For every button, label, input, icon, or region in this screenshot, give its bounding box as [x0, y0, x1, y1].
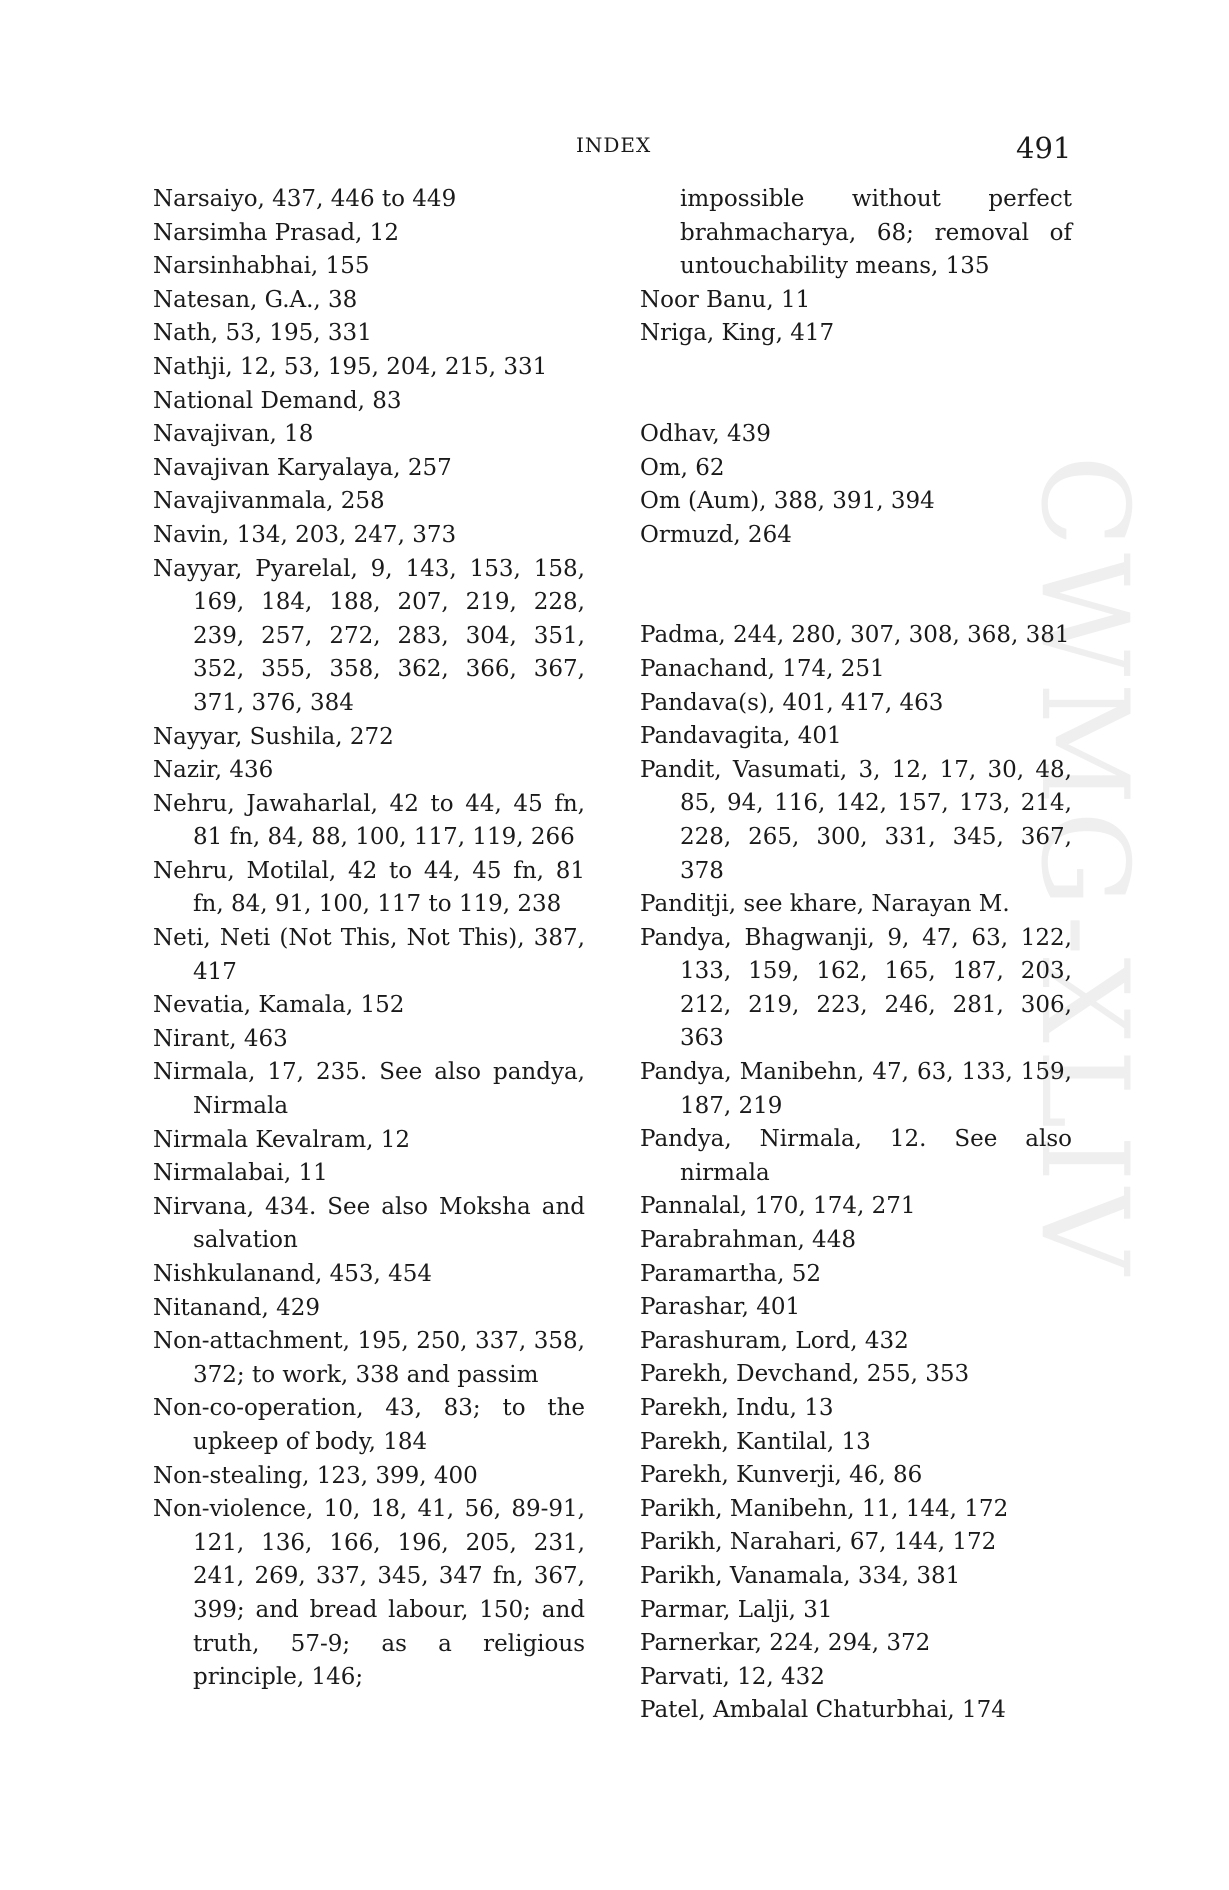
index-entry: Parekh, Indu, 13 — [640, 1395, 834, 1421]
index-entry: Natesan, G.A., 38 — [153, 286, 358, 313]
index-entry: Parnerkar, 224, 294, 372 — [640, 1630, 931, 1657]
index-entry: Narsinhabhai, 155 — [153, 253, 370, 280]
index-entry: Parmar, Lalji, 31 — [640, 1596, 833, 1623]
index-entry: Pandya, Bhagwanji, 9, 47, 63, 122, 133, 159, 162, 165, 187, 203, 212, 219, 223, 246, 281, 306, 363 — [640, 924, 1072, 1052]
watermark: CWMG-XLIV — [1014, 455, 1153, 1281]
index-entry: Parvati, 12, 432 — [640, 1663, 825, 1690]
page-header — [0, 131, 1229, 171]
index-entry: Parekh, Devchand, 255, 353 — [640, 1361, 970, 1388]
index-entry: Paramartha, 52 — [640, 1260, 822, 1287]
index-entry: Parashuram, Lord, 432 — [640, 1327, 909, 1354]
index-entry: Navajivan, 18 — [153, 421, 314, 448]
index-entry: Om (Aum), 388, 391, 394 — [640, 488, 935, 515]
index-entry: Nirmala Kevalram, 12 — [153, 1126, 411, 1153]
index-entry: Nitanand, 429 — [153, 1294, 321, 1321]
index-entry: Non-co-operation, 43, 83; to the upkeep of body, 184 — [153, 1395, 585, 1455]
index-entry: Pandit, Vasumati, 3, 12, 17, 30, 48, 85, 94, 116, 142, 157, 173, 214, 228, 265, 300, 331, 345, 367, 378 — [640, 756, 1072, 884]
letter-section-gap — [640, 552, 1072, 619]
index-entry: Parabrahman, 448 — [640, 1227, 856, 1254]
index-entry: Pandya, Nirmala, 12. See also nirmala — [640, 1126, 1072, 1186]
index-column-left — [153, 183, 585, 1695]
index-entry: Parekh, Kantilal, 13 — [640, 1428, 871, 1455]
index-entry: Nishkulanand, 453, 454 — [153, 1261, 433, 1287]
index-entry: Patel, Ambalal Chaturbhai, 174 — [640, 1697, 1006, 1724]
index-entry: Parekh, Kunverji, 46, 86 — [640, 1462, 923, 1489]
index-entry: Nirant, 463 — [153, 1025, 288, 1052]
index-entry: Nehru, Jawaharlal, 42 to 44, 45 fn, 81 fn, 84, 88, 100, 117, 119, 266 — [153, 790, 585, 851]
index-entry: Nayyar, Sushila, 272 — [153, 723, 394, 750]
index-entry: Parikh, Narahari, 67, 144, 172 — [640, 1529, 997, 1556]
index-entry: Odhav, 439 — [640, 420, 771, 447]
index-entry: Nevatia, Kamala, 152 — [153, 992, 405, 1019]
index-entry: Navajivanmala, 258 — [153, 488, 385, 515]
index-entry: Nirvana, 434. See also Moksha and salvation — [153, 1193, 585, 1254]
index-entry: Pandava(s), 401, 417, 463 — [640, 689, 944, 716]
index-entry: Narsaiyo, 437, 446 to 449 — [153, 186, 457, 212]
index-entry: Padma, 244, 280, 307, 308, 368, 381 — [640, 622, 1070, 649]
index-entry: Nath, 53, 195, 331 — [153, 320, 372, 347]
index-entry: Parashar, 401 — [640, 1294, 801, 1321]
index-entry: Non-violence, 10, 18, 41, 56, 89-91, 121, 136, 166, 196, 205, 231, 241, 269, 337, 345, 347 fn, 367, 399; and bread labour, 150; and truth, 57-9; as a religious principle, 146; — [153, 1496, 585, 1691]
index-entry: Narsimha Prasad, 12 — [153, 219, 399, 246]
index-entry: Noor Banu, 11 — [640, 286, 811, 313]
index-entry: impossible without perfect brahmacharya, 68; removal of untouchability means, 135 — [680, 186, 1072, 280]
index-entry: National Demand, 83 — [153, 387, 402, 414]
index-entry: Om, 62 — [640, 454, 725, 481]
index-entry: Nirmalabai, 11 — [153, 1160, 328, 1187]
index-entry: Nazir, 436 — [153, 757, 274, 784]
index-entry: Navajivan Karyalaya, 257 — [153, 454, 452, 481]
index-entry: Pandavagita, 401 — [640, 723, 842, 750]
index-entry: Ormuzd, 264 — [640, 521, 792, 548]
index-entry: Nehru, Motilal, 42 to 44, 45 fn, 81 fn, 84, 91, 100, 117 to 119, 238 — [153, 857, 585, 918]
index-entry: Panachand, 174, 251 — [640, 655, 885, 682]
index-entry: Nriga, King, 417 — [640, 320, 835, 347]
running-title: INDEX — [576, 133, 652, 157]
index-column-right — [640, 183, 1072, 1728]
index-entry: Parikh, Vanamala, 334, 381 — [640, 1562, 961, 1589]
index-entry: Nirmala, 17, 235. See also pandya, Nirmala — [153, 1059, 585, 1120]
index-entry: Navin, 134, 203, 247, 373 — [153, 521, 457, 548]
index-entry: Neti, Neti (Not This, Not This), 387, 417 — [153, 925, 585, 985]
index-entry: Non-stealing, 123, 399, 400 — [153, 1462, 478, 1489]
index-entry: Pandya, Manibehn, 47, 63, 133, 159, 187, 219 — [640, 1059, 1072, 1119]
index-entry: Nayyar, Pyarelal, 9, 143, 153, 158, 169, 184, 188, 207, 219, 228, 239, 257, 272, 283, 304, 351, 352, 355, 358, 362, 366, 367, 371, 376, 384 — [153, 555, 585, 716]
index-entry: Panditji, see khare, Narayan M. — [640, 891, 1010, 918]
index-entry: Pannalal, 170, 174, 271 — [640, 1193, 916, 1220]
index-entry: Non-attachment, 195, 250, 337, 358, 372; to work, 338 and passim — [153, 1328, 585, 1388]
index-entry: Parikh, Manibehn, 11, 144, 172 — [640, 1495, 1009, 1522]
page-number: 491 — [1016, 131, 1072, 165]
index-entry: Nathji, 12, 53, 195, 204, 215, 331 — [153, 353, 548, 380]
letter-section-gap — [640, 351, 1072, 418]
